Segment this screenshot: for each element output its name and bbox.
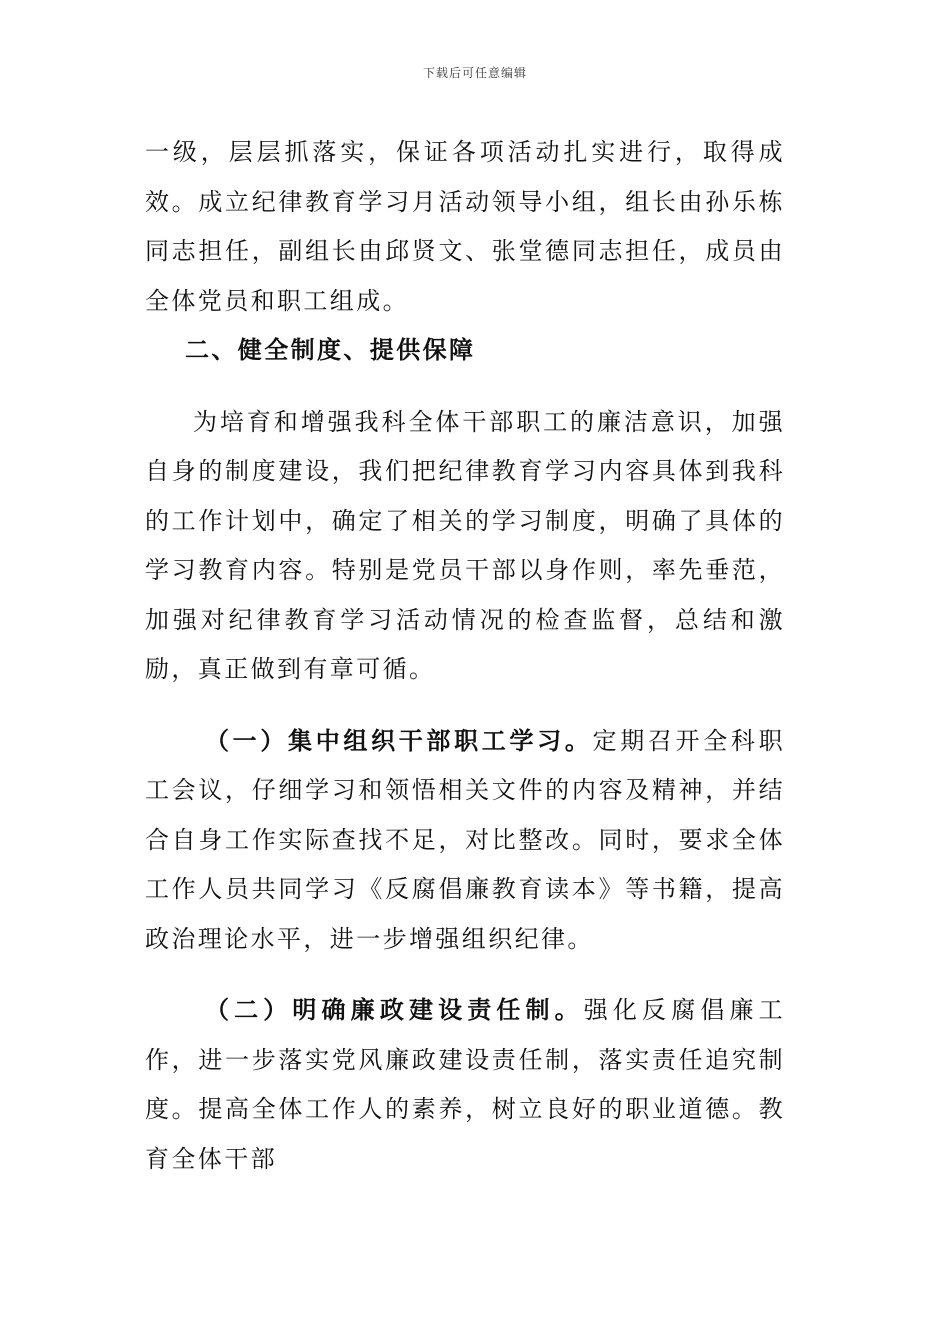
subsection-1-text: 定期召开全科职工会议，仔细学习和领悟相关文件的内容及精神，并结合自身工作实际查找不足，对比整改。同时，要求全体工作人员共同学习《反腐倡廉教育读本》等书籍，提高政治理论水平，进一步增强组织纪律。 [145, 726, 785, 953]
page-header: 下载后可任意编辑 [422, 66, 527, 80]
paragraph-system-building: 为培育和增强我科全体干部职工的廉洁意识，加强自身的制度建设，我们把纪律教育学习内容具体到我科的工作计划中，确定了相关的学习制度，明确了具体的学习教育内容。特别是党员干部以身作则，率先垂范，加强对纪律教育学习活动情况的检查监督，总结和激励，真正做到有章可循。 [145, 407, 785, 683]
subsection-2-text: 强化反腐倡廉工作，进一步落实党风廉政建设责任制，落实责任追究制度。提高全体工作人的素养，树立良好的职业道德。教育全体干部 [145, 996, 785, 1173]
subsection-2-title: （二）明确廉政建设责任制。 [205, 996, 584, 1024]
paragraph-subsection-2 [145, 986, 785, 1184]
document-body [145, 128, 785, 1184]
section-heading: 二、健全制度、提供保障 [185, 336, 476, 364]
subsection-1-title: （一）集中组织干部职工学习。 [205, 726, 593, 755]
paragraph-subsection-1 [145, 717, 785, 965]
paragraph-leadership-group: 一级，层层抓落实，保证各项活动扎实进行，取得成效。成立纪律教育学习月活动领导小组，组长由孙乐栋同志担任，副组长由邱贤文、张堂德同志担任，成员由全体党员和职工组成。 [145, 138, 785, 315]
